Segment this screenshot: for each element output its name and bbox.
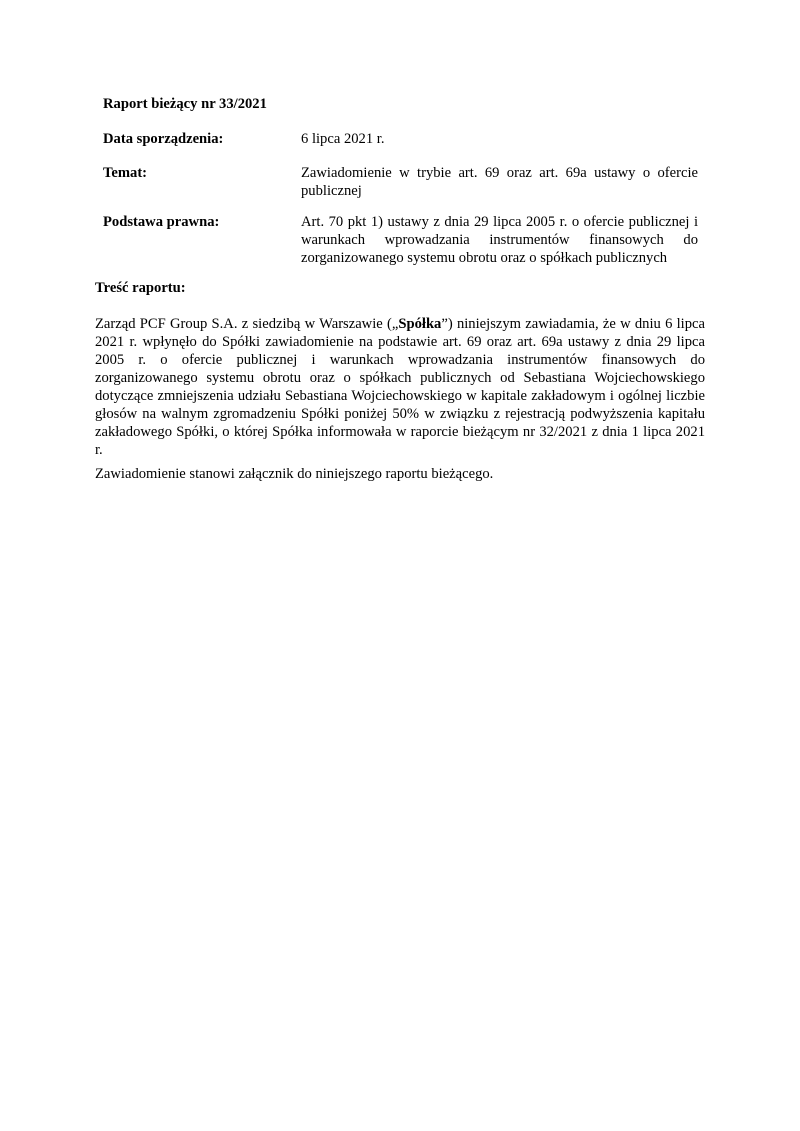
content-body bbox=[95, 315, 705, 459]
legal-basis-label: Podstawa prawna: bbox=[103, 214, 220, 230]
topic-value: Zawiadomienie w trybie art. 69 oraz art. 69a ustawy o ofercie publicznej bbox=[301, 165, 698, 199]
legal-basis-row bbox=[103, 213, 698, 267]
legal-basis-value: Art. 70 pkt 1) ustawy z dnia 29 lipca 2005 r. o ofercie publicznej i warunkach wprowadzania instrumentów finansowych do zorganizowanego systemu obrotu oraz o spółkach publicznych bbox=[301, 214, 698, 266]
topic-row bbox=[103, 164, 698, 200]
report-number: Raport bieżący nr 33/2021 bbox=[103, 96, 267, 112]
content-heading: Treść raportu: bbox=[95, 280, 186, 296]
date-value: 6 lipca 2021 r. bbox=[301, 131, 385, 147]
content-body-part1: Zarząd PCF Group S.A. z siedzibą w Warszawie („ bbox=[95, 316, 399, 332]
company-defined-term: Spółka bbox=[398, 316, 442, 332]
date-row bbox=[103, 130, 698, 148]
content-body-part2: ”) niniejszym zawiadamia, że w dniu 6 lipca 2021 r. wpłynęło do Spółki zawiadomienie na podstawie art. 69 oraz art. 69a ustawy z dnia 29 lipca 2005 r. o ofercie publicznej i warunkach wprowadzania instrumentów finansowych do zorganizowanego systemu obrotu oraz o spółkach publicznych od Sebastiana Wojciechowskiego dotyczące zmniejszenia udziału Sebastiana Wojciechowskiego w kapitale zakładowym i ogólnej liczbie głosów na walnym zgromadzeniu Spółki poniżej 50% w związku z rejestracją podwyższenia kapitału zakładowego Spółki, o której Spółka informowała w raporcie bieżącym nr 32/2021 z dnia 1 lipca 2021 r. bbox=[95, 316, 705, 458]
date-label: Data sporządzenia: bbox=[103, 131, 224, 147]
content-closing: Zawiadomienie stanowi załącznik do niniejszego raportu bieżącego. bbox=[95, 466, 494, 482]
topic-label: Temat: bbox=[103, 165, 148, 181]
